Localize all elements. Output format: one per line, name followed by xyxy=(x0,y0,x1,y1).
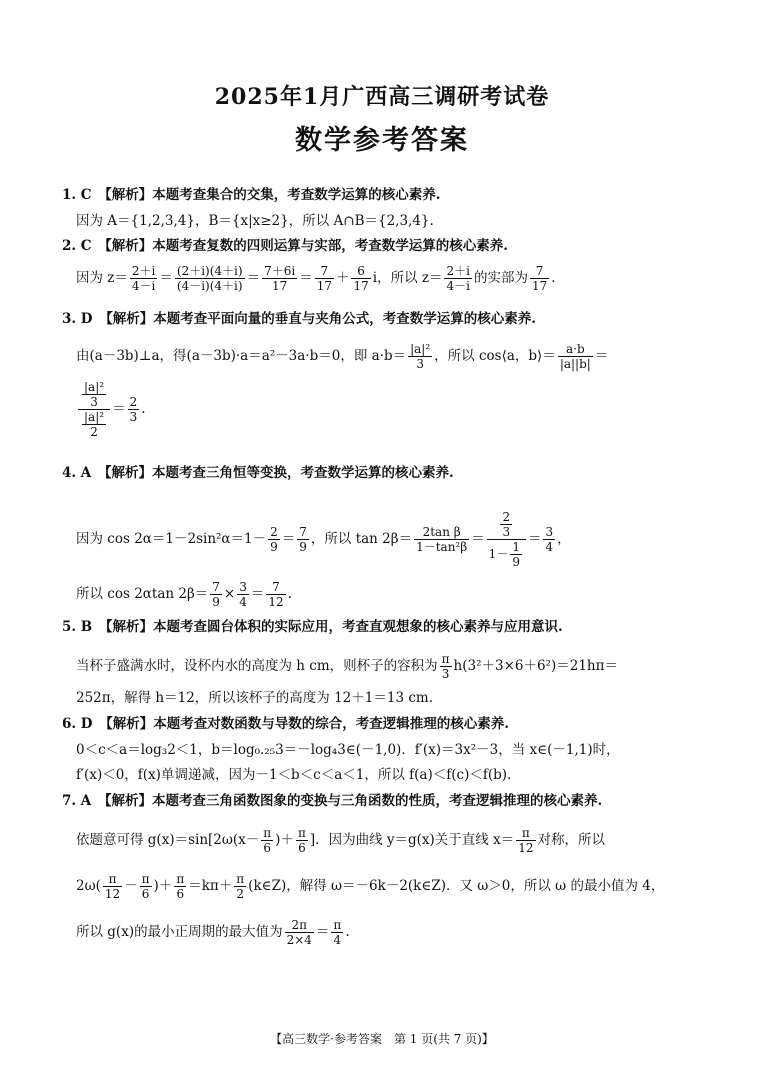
page-footer: 【高三数学·参考答案 第 1 页(共 7 页)】 xyxy=(270,1032,494,1046)
q7-heading: 7. A 【解析】本题考查三角函数图象的变换与三角函数的性质，考查逻辑推理的核心素养. xyxy=(62,793,603,809)
q6-solution-line1: 0＜c＜a＝log₃2＜1，b＝log₀.₂₅3＝－log₄3∈(－1,0)．f′(x)＝3x²－3，当 x∈(－1,1)时， xyxy=(76,742,620,758)
exam-title: 2025年1月广西高三调研考试卷 xyxy=(214,84,550,110)
q1-solution: 因为 A＝{1,2,3,4}，B＝{x|x≥2}，所以 A∩B＝{2,3,4}. xyxy=(76,213,434,229)
q4-solution-line2: 所以 cos 2αtan 2β＝ $\frac{7}{9}$ × $\frac{3}{4}$ ＝ $\frac{7}{12}$ . xyxy=(76,580,292,609)
q7-solution-line1: 依题意可得 g(x)＝sin[2ω(x－ $\frac{\pi}{6}$ )＋ $\frac{\pi}{6}$ ]．因为曲线 y＝g(x)关于直线 x＝ $\frac{\pi}{12}$ 对称，所以 xyxy=(76,826,605,855)
q3-heading: 3. D 【解析】本题考查平面向量的垂直与夹角公式，考查数学运算的核心素养. xyxy=(62,311,536,327)
q4-solution-line1: 因为 cos 2α＝1－2sin²α＝1－ $\frac{2}{9}$ ＝ $\frac{7}{9}$ ，所以 tan 2β＝ $\frac{\text{2tan β}}{\text{1－tan²β}}$ ＝ $\frac{2}{3}$ 1－ $\frac{1}{9}$ ＝ $\frac{3}{4}$ ， xyxy=(76,510,571,569)
q7-solution-line2: 2ω( $\frac{\pi}{12}$ － $\frac{\pi}{6}$ )＋ $\frac{\pi}{6}$ ＝kπ＋ $\frac{\pi}{2}$ (k∈Z)，解得 ω＝－6k－2(k∈Z)．又 ω＞0，所以 ω 的最小值为 4， xyxy=(76,872,665,901)
q1-heading: 1. C 【解析】本题考查集合的交集，考查数学运算的核心素养. xyxy=(62,187,441,203)
q7-solution-line3: 所以 g(x)的最小正周期的最大值为 $\frac{2\pi}{2\times 4}$ ＝ $\frac{\pi}{4}$ . xyxy=(76,918,350,947)
q6-solution-line2: f′(x)＜0，f(x)单调递减，因为－1＜b＜c＜a＜1，所以 f(a)＜f(c)＜f(b). xyxy=(76,767,512,783)
q3-solution-line1: 由(a－3b)⊥a，得(a－3b)·a＝a²－3a·b＝0，即 a·b＝ $\frac{\text{|a|²}}{3}$ ，所以 cos⟨a，b⟩＝ $\frac{a\cdot b}{|a||b|}$ ＝ xyxy=(76,342,609,371)
q6-heading: 6. D 【解析】本题考查对数函数与导数的综合，考查逻辑推理的核心素养. xyxy=(62,716,509,732)
q4-heading: 4. A 【解析】本题考查三角恒等变换，考查数学运算的核心素养. xyxy=(62,465,454,481)
q5-heading: 5. B 【解析】本题考查圆台体积的实际应用，考查直观想象的核心素养与应用意识. xyxy=(62,619,563,635)
q3-solution-line2: $\frac{\frac{\text{|a|²}}{3}}{\frac{\text{|a|²}}{2}}$ ＝ $\frac{2}{3}$ . xyxy=(76,380,146,439)
q2-solution: 因为 z＝ $\frac{2+i}{4-i}$ ＝ $\frac{(2+i)(4+i)}{(4-i)(4+i)}$ ＝ $\frac{7+6i}{17}$ ＝ $\frac{7}{17}$ ＋ $\frac{6}{17}$ i，所以 z＝ $\frac{2+i}{4-i}$ 的实部为 $\frac{7}{17}$ . xyxy=(76,264,556,293)
q5-solution-line1: 当杯子盛满水时，设杯内水的高度为 h cm，则杯子的容积为 $\frac{\pi}{3}$ h(3²＋3×6＋6²)＝21hπ＝ xyxy=(76,652,618,681)
q5-solution-line2: 252π，解得 h＝12，所以该杯子的高度为 12＋1＝13 cm. xyxy=(76,690,433,706)
q2-heading: 2. C 【解析】本题考查复数的四则运算与实部，考查数学运算的核心素养. xyxy=(62,238,508,254)
exam-subtitle: 数学参考答案 xyxy=(295,125,469,156)
